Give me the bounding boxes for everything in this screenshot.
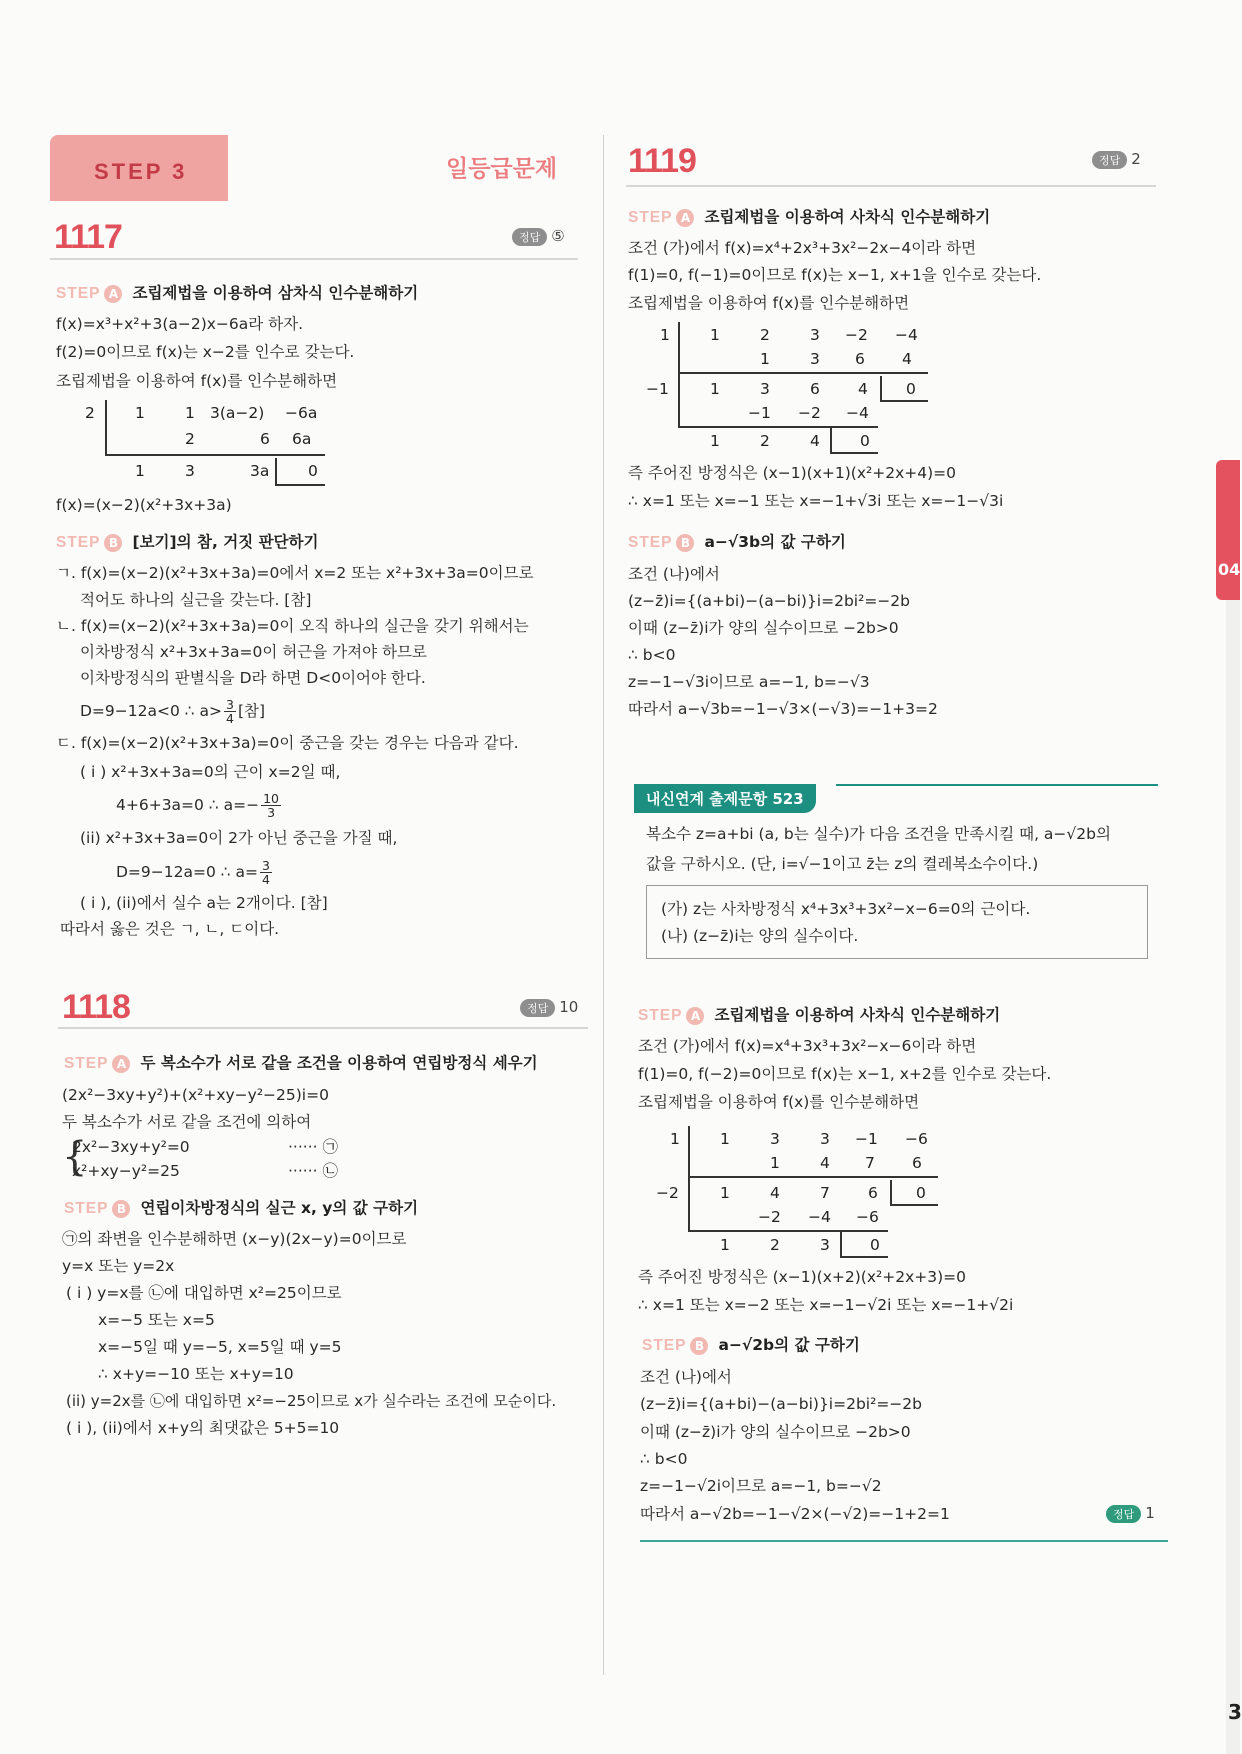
text-line: x=−5 또는 x=5	[98, 1311, 215, 1329]
text-line: ∴ x=1 또는 x=−2 또는 x=−1−√2i 또는 x=−1+√2i	[638, 1296, 1014, 1314]
condition-b: (나) (z−z̄)i는 양의 실수이다.	[661, 927, 859, 945]
text-part: D=9−12a=0 ∴ a=	[116, 863, 259, 881]
cell: 1	[720, 1236, 730, 1254]
text-line: 이때 (z−z̄)i가 양의 실수이므로 −2b>0	[628, 619, 899, 637]
text-line: ∴ x=1 또는 x=−1 또는 x=−1+√3i 또는 x=−1−√3i	[628, 492, 1004, 510]
text-line: 적어도 하나의 실근을 갖는다. [참]	[80, 591, 312, 609]
text-line	[116, 792, 283, 819]
cell: 1	[720, 1130, 730, 1148]
text-line: 따라서 a−√3b=−1−√3×(−√3)=−1+3=2	[628, 700, 938, 718]
question-line: 값을 구하시오. (단, i=√−1이고 z̄는 z의 켤레복소수이다.)	[646, 855, 1039, 873]
section-title: 일등급문제	[446, 156, 558, 182]
cell: 2	[760, 326, 770, 344]
text-line: f(1)=0, f(−2)=0이므로 f(x)는 x−1, x+2를 인수로 갖는다.	[638, 1065, 1052, 1083]
equation: 2x²−3xy+y²=0	[72, 1138, 190, 1156]
condition-box	[646, 885, 1148, 959]
answer-badge: 정답	[512, 228, 547, 246]
fraction	[224, 698, 236, 725]
text-part: [참]	[238, 702, 266, 720]
text-line: ㄴ. f(x)=(x−2)(x²+3x+3a)=0이 오직 하나의 실근을 갖기 위해서는	[56, 617, 529, 635]
cell: −2	[845, 326, 868, 344]
cell: 6	[855, 350, 865, 368]
cell: 4	[820, 1154, 830, 1172]
cell: 6	[868, 1184, 878, 1202]
text-line: ∴ x+y=−10 또는 x+y=10	[98, 1365, 294, 1383]
divisor: 2	[85, 404, 95, 422]
numerator: 3	[262, 858, 270, 873]
synthetic-division	[60, 398, 340, 490]
equation: x²+xy−y²=25	[72, 1162, 180, 1180]
denominator: 4	[262, 872, 270, 887]
cell: −4	[808, 1208, 831, 1226]
answer-badge: 정답	[1106, 1505, 1141, 1523]
step-b-heading: STEP B a−√3b의 값 구하기	[628, 533, 846, 551]
text-line	[80, 698, 265, 725]
cell: 6	[912, 1154, 922, 1172]
step-a-heading: STEP A 조립제법을 이용하여 사차식 인수분해하기	[638, 1006, 1001, 1024]
text-line: f(2)=0이므로 f(x)는 x−2를 인수로 갖는다.	[56, 343, 355, 361]
text-line: z=−1−√2i이므로 a=−1, b=−√2	[640, 1477, 882, 1495]
cell: −2	[798, 404, 821, 422]
text-line: 조립제법을 이용하여 f(x)를 인수분해하면	[638, 1093, 920, 1111]
step-b-title: a−√2b의 값 구하기	[718, 1336, 860, 1354]
cell: 4	[810, 432, 820, 450]
problem-number: 1117	[54, 218, 122, 256]
text-part: D=9−12a<0 ∴ a>	[80, 702, 223, 720]
equation-system	[62, 1134, 362, 1186]
page-number: 3	[1228, 1700, 1242, 1724]
text-line: ( i ), (ii)에서 실수 a는 2개이다. [참]	[80, 894, 328, 912]
cell: 4	[902, 350, 912, 368]
step-a-title: 조립제법을 이용하여 삼차식 인수분해하기	[132, 284, 419, 302]
step-b-title: a−√3b의 값 구하기	[704, 533, 846, 551]
cell: 3	[810, 350, 820, 368]
text-line: ∴ b<0	[640, 1450, 688, 1468]
text-line: (z−z̄)i={(a+bi)−(a−bi)}i=2bi²=−2b	[628, 592, 910, 610]
step-a-title: 조립제법을 이용하여 사차식 인수분해하기	[704, 208, 991, 226]
cell: −6	[856, 1208, 879, 1226]
text-line: z=−1−√3i이므로 a=−1, b=−√3	[628, 673, 870, 691]
synthetic-division	[650, 1126, 950, 1262]
cell: 3	[760, 380, 770, 398]
cell: −1	[855, 1130, 878, 1148]
text-line: (ii) y=2x를 ㉡에 대입하면 x²=−25이므로 x가 실수라는 조건에 모순이다.	[66, 1392, 557, 1410]
answer-value: 1	[1145, 1504, 1155, 1522]
step3-header-tab	[50, 135, 228, 201]
problem-number: 1118	[62, 988, 130, 1026]
cell: 6	[260, 430, 270, 448]
question-line: 복소수 z=a+bi (a, b는 실수)가 다음 조건을 만족시킬 때, a−√2b의	[646, 825, 1111, 843]
text-part: 4+6+3a=0 ∴ a=−	[116, 796, 260, 814]
text-line: (z−z̄)i={(a+bi)−(a−bi)}i=2bi²=−2b	[640, 1395, 922, 1413]
divisor: 1	[670, 1130, 680, 1148]
condition-a: (가) z는 사차방정식 x⁴+3x³+3x²−x−6=0의 근이다.	[661, 900, 1031, 918]
cell: 2	[760, 432, 770, 450]
column-divider	[603, 135, 604, 1675]
cell: 2	[770, 1236, 780, 1254]
cell: 3	[185, 462, 195, 480]
text-line: 조건 (가)에서 f(x)=x⁴+2x³+3x²−2x−4이라 하면	[628, 239, 977, 257]
step-a-title: 조립제법을 이용하여 사차식 인수분해하기	[714, 1006, 1001, 1024]
cell: 7	[820, 1184, 830, 1202]
divisor: 1	[660, 326, 670, 344]
cell: 1	[135, 462, 145, 480]
cell: −4	[846, 404, 869, 422]
step-b-heading: STEP B a−√2b의 값 구하기	[642, 1336, 860, 1354]
answer-badge: 정답	[1092, 151, 1127, 169]
step-a-heading: STEP A 조립제법을 이용하여 삼차식 인수분해하기	[56, 284, 419, 302]
numerator: 10	[263, 791, 280, 806]
text-line: 두 복소수가 서로 같을 조건에 의하여	[62, 1113, 312, 1131]
text-line: 즉 주어진 방정식은 (x−1)(x+1)(x²+2x+4)=0	[628, 464, 956, 482]
cell: 7	[865, 1154, 875, 1172]
step-b-title: 연립이차방정식의 실근 x, y의 값 구하기	[140, 1199, 419, 1217]
text-line: 이때 (z−z̄)i가 양의 실수이므로 −2b>0	[640, 1423, 911, 1441]
divider	[626, 185, 1156, 187]
cell: 1	[135, 404, 145, 422]
text-line: ∴ b<0	[628, 646, 676, 664]
text-line: 즉 주어진 방정식은 (x−1)(x+2)(x²+2x+3)=0	[638, 1268, 966, 1286]
text-line: (2x²−3xy+y²)+(x²+xy−y²−25)i=0	[62, 1086, 329, 1104]
cell: 3	[770, 1130, 780, 1148]
text-line: f(x)=x³+x²+3(a−2)x−6a라 하자.	[56, 315, 304, 333]
answer-value: ⑤	[551, 227, 565, 245]
cell: 6a	[292, 430, 312, 448]
cell: 3(a−2)	[210, 404, 265, 422]
equation-tag: ······ ㉡	[288, 1162, 338, 1180]
cell: 1	[710, 380, 720, 398]
brace: {	[62, 1134, 88, 1180]
numerator: 3	[226, 697, 234, 712]
problem-number: 1119	[628, 142, 696, 180]
cell: 0	[860, 432, 870, 450]
cell: 0	[870, 1236, 880, 1254]
step-b-heading: STEP B 연립이차방정식의 실근 x, y의 값 구하기	[64, 1199, 419, 1217]
fraction	[260, 859, 272, 886]
text-line: y=x 또는 y=2x	[62, 1257, 175, 1275]
step-a-title: 두 복소수가 서로 같을 조건을 이용하여 연립방정식 세우기	[140, 1054, 538, 1072]
text-line: 조건 (나)에서	[640, 1368, 732, 1386]
text-line: 따라서 a−√2b=−1−√2×(−√2)=−1+2=1	[640, 1505, 950, 1523]
divider	[58, 1027, 588, 1029]
text-line: 조건 (가)에서 f(x)=x⁴+3x³+3x²−x−6이라 하면	[638, 1037, 977, 1055]
cell: 1	[760, 350, 770, 368]
cell: −6	[905, 1130, 928, 1148]
cell: 1	[710, 432, 720, 450]
text-line: ( i ) y=x를 ㉡에 대입하면 x²=25이므로	[66, 1284, 342, 1302]
cell: 3	[810, 326, 820, 344]
side-tab	[1216, 460, 1240, 600]
divisor: −2	[656, 1184, 679, 1202]
step3-label: STEP 3	[94, 159, 188, 184]
step-b-heading: STEP B [보기]의 참, 거짓 판단하기	[56, 533, 319, 551]
related-problem-rule	[836, 784, 1158, 786]
answer	[1106, 1504, 1155, 1523]
page-edge	[1226, 600, 1240, 1754]
cell: 1	[710, 326, 720, 344]
cell: 4	[770, 1184, 780, 1202]
text-line: f(1)=0, f(−1)=0이므로 f(x)는 x−1, x+1을 인수로 갖는다.	[628, 266, 1042, 284]
text-line: 따라서 옳은 것은 ㄱ, ㄴ, ㄷ이다.	[60, 920, 280, 938]
denominator: 3	[267, 805, 276, 820]
cell: −6a	[285, 404, 318, 422]
cell: 0	[916, 1184, 926, 1202]
cell: 0	[308, 462, 318, 480]
divider	[50, 258, 578, 260]
cell: −4	[895, 326, 918, 344]
divider	[640, 1540, 1168, 1542]
text-line: (ii) x²+3x+3a=0이 2가 아닌 중근을 가질 때,	[80, 829, 398, 847]
text-line: 조립제법을 이용하여 f(x)를 인수분해하면	[628, 294, 910, 312]
cell: 3	[820, 1130, 830, 1148]
equation-tag: ······ ㉠	[288, 1138, 338, 1156]
denominator: 4	[226, 711, 234, 726]
cell: −1	[748, 404, 771, 422]
text-line: f(x)=(x−2)(x²+3x+3a)	[56, 496, 232, 514]
text-line: 조립제법을 이용하여 f(x)를 인수분해하면	[56, 372, 338, 390]
text-line: ( i ), (ii)에서 x+y의 최댓값은 5+5=10	[66, 1419, 340, 1437]
cell: 1	[185, 404, 195, 422]
text-line: ( i ) x²+3x+3a=0의 근이 x=2일 때,	[80, 763, 341, 781]
answer	[512, 227, 565, 246]
cell: 1	[720, 1184, 730, 1202]
text-line: x=−5일 때 y=−5, x=5일 때 y=5	[98, 1338, 342, 1356]
cell: −2	[758, 1208, 781, 1226]
text-line	[116, 859, 274, 886]
text-line: 조건 (나)에서	[628, 565, 720, 583]
answer-value: 2	[1131, 150, 1141, 168]
step-a-heading: STEP A 조립제법을 이용하여 사차식 인수분해하기	[628, 208, 991, 226]
cell: 3	[820, 1236, 830, 1254]
answer	[520, 998, 578, 1017]
side-tab-label: 04	[1218, 560, 1241, 579]
cell: 2	[185, 430, 195, 448]
divisor: −1	[646, 380, 669, 398]
answer-value: 10	[559, 998, 579, 1016]
synthetic-division	[640, 322, 940, 458]
answer-badge: 정답	[520, 999, 555, 1017]
answer	[1092, 150, 1141, 169]
text-line: ㄱ. f(x)=(x−2)(x²+3x+3a)=0에서 x=2 또는 x²+3x+3a=0이므로	[56, 564, 534, 582]
cell: 6	[810, 380, 820, 398]
cell: 4	[858, 380, 868, 398]
fraction	[261, 792, 281, 819]
step-a-heading: STEP A 두 복소수가 서로 같을 조건을 이용하여 연립방정식 세우기	[64, 1054, 538, 1072]
related-problem-banner: 내신연계 출제문항 523	[634, 784, 816, 813]
text-line: 이차방정식 x²+3x+3a=0이 허근을 가져야 하므로	[80, 643, 427, 661]
text-line: 이차방정식의 판별식을 D라 하면 D<0이어야 한다.	[80, 669, 426, 687]
cell: 0	[906, 380, 916, 398]
cell: 1	[770, 1154, 780, 1172]
cell: 3a	[250, 462, 270, 480]
text-line: ㉠의 좌변을 인수분해하면 (x−y)(2x−y)=0이므로	[62, 1230, 407, 1248]
step-b-title: [보기]의 참, 거짓 판단하기	[132, 533, 319, 551]
text-line: ㄷ. f(x)=(x−2)(x²+3x+3a)=0이 중근을 갖는 경우는 다음과 같다.	[56, 734, 519, 752]
